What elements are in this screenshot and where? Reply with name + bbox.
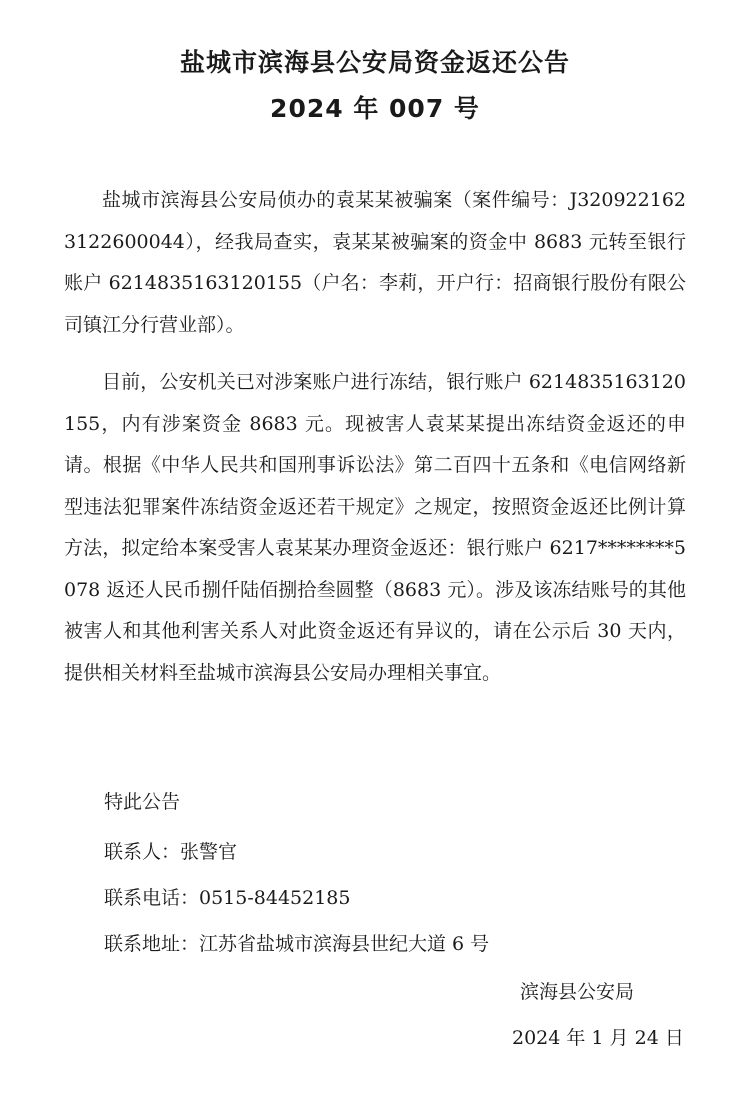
contact-phone: 联系电话：0515-84452185 xyxy=(104,887,351,909)
body-paragraph-1: 盐城市滨海县公安局侦办的袁某某被骗案（案件编号：J3209221623122600044），经我局查实，袁某某被骗案的资金中 8683 元转至银行账户 6214835163120155（户名：李莉，开户行：招商银行股份有限公司镇江分行营业部）。 xyxy=(64,189,686,336)
closing-text: 特此公告 xyxy=(104,791,181,813)
contact-person: 联系人：张警官 xyxy=(104,841,238,863)
issuing-authority: 滨海县公安局 xyxy=(520,981,635,1003)
body-paragraph-2: 目前，公安机关已对涉案账户进行冻结，银行账户 6214835163120155，内有涉案资金 8683 元。现被害人袁某某提出冻结资金返还的申请。根据《中华人民共和国刑事诉讼法》第二百四十五条和《电信网络新型违法犯罪案件冻结资金返还若干规定》之规定，按照资金返还比例计算方法，拟定给本案受害人袁某某办理资金返还：银行账户 6217********5078 返还人民币捌仟陆佰捌拾叁圆整（8683 元）。涉及该冻结账号的其他被害人和其他利害关系人对此资金返还有异议的，请在公示后 30 天内，提供相关材料至盐城市滨海县公安局办理相关事宜。 xyxy=(64,371,686,684)
issue-date: 2024 年 1 月 24 日 xyxy=(512,1027,684,1049)
contact-address: 联系地址：江苏省盐城市滨海县世纪大道 6 号 xyxy=(104,933,490,955)
document-number: 2024 年 007 号 xyxy=(270,94,480,123)
document-title: 盐城市滨海县公安局资金返还公告 xyxy=(179,48,570,77)
